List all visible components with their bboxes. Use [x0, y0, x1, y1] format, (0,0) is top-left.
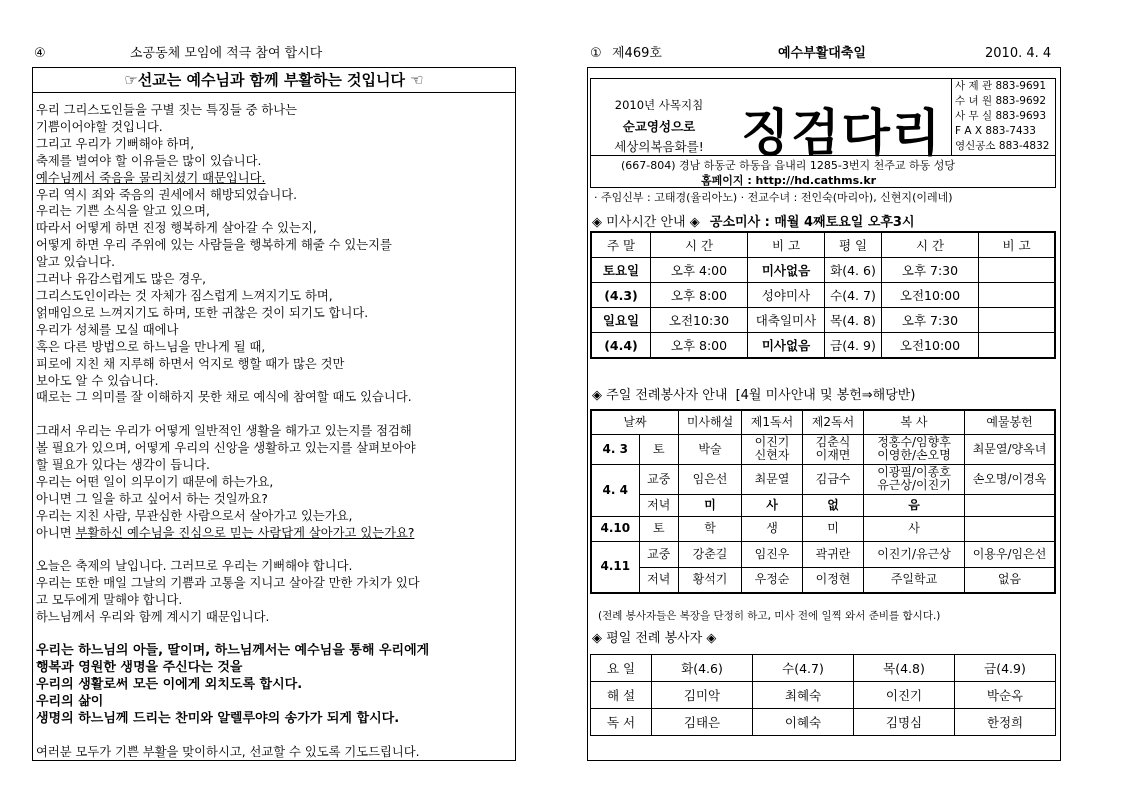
liturgy-row	[591, 494, 1055, 516]
liturgy-cell: 음	[864, 494, 965, 516]
contact-line: 수 녀 원 883-9692	[955, 95, 1046, 107]
mass-time: 오후 8:00	[651, 283, 748, 308]
liturgy-cell: 사	[864, 516, 965, 541]
mass-header: 평 일	[825, 232, 882, 258]
feast-title: 예수부활대축일	[778, 46, 866, 61]
newsletter-logo: 징검다리	[741, 103, 943, 162]
mass-note: 대축일미사	[748, 308, 825, 333]
liturgy-cell: 생	[742, 516, 803, 541]
mass-note: 미사없음	[748, 258, 825, 283]
article-line: 오늘은 축제의 날입니다. 그러므로 우리는 기뻐해야 합니다.	[36, 559, 353, 574]
weekday-time: 오전10:00	[882, 333, 979, 359]
left-page-header: 소공동체 모임에 적극 참여 합시다	[130, 46, 323, 61]
weekday-header-row	[591, 655, 1056, 682]
article-line: 기쁨이어야할 것입니다.	[36, 119, 163, 134]
liturgy-table	[590, 409, 1056, 594]
article-line: 때로는 그 의미를 잘 이해하지 못한 채로 예식에 참여할 때도 있습니다.	[36, 390, 412, 405]
weekday-note	[979, 283, 1056, 308]
liturgy-cell: 없음	[965, 567, 1056, 593]
article-line: 우리는 또한 매일 그날의 기쁨과 고통을 지니고 살아갈 만한 가치가 있다	[36, 576, 420, 591]
liturgy-cell: 손오명/이경옥	[965, 464, 1056, 494]
article-line: 어떻게 하면 우리 주위에 있는 사람들을 행복하게 해줄 수 있는지를	[36, 238, 392, 253]
weekday: 수(4. 7)	[825, 283, 882, 308]
liturgy-cell: 이진기/유근상	[864, 541, 965, 567]
liturgy-header: 예물봉헌	[965, 410, 1056, 434]
liturgy-day: 저녁	[639, 494, 678, 516]
liturgy-cell: 이진기 신현자	[742, 434, 803, 464]
liturgy-row	[591, 516, 1055, 541]
article-line: 혹은 다른 방법으로 하느님을 만나게 될 때,	[36, 339, 266, 354]
right-page-box	[587, 67, 1061, 761]
article-body	[36, 102, 512, 761]
liturgy-cell: 황석기	[679, 567, 742, 593]
article-line: 우리는 하느님의 아들, 딸이며, 하느님께서는 예수님을 통해 우리에게	[36, 642, 430, 658]
article-line: 우리는 어떤 일이 의무이기 때문에 하는가요,	[36, 474, 274, 489]
weekday-note	[979, 333, 1056, 359]
clergy: · 주임신부 : 고태경(율리아노) · 전교수녀 : 전인숙(마리아), 신현지(이레네)	[594, 191, 953, 204]
issue-date: 2010. 4. 4	[985, 46, 1052, 61]
liturgy-header: 제2독서	[803, 410, 864, 434]
article-line: 하느님께서 우리와 함께 계시기 때문입니다.	[36, 610, 270, 625]
weekday-role: 독 서	[591, 709, 652, 736]
mass-note: 미사없음	[748, 333, 825, 359]
article-line: 우리의 생활로써 모든 이에게 외치도록 합시다.	[36, 676, 303, 692]
contact-line: F A X 883-7433	[955, 125, 1036, 137]
liturgy-header: 제1독서	[742, 410, 803, 434]
liturgy-cell: 우정순	[742, 567, 803, 593]
mass-day: (4.3)	[591, 283, 651, 308]
masthead	[590, 78, 1056, 188]
liturgy-cell: 이광필/이종호 유근상/이진기	[864, 464, 965, 494]
contacts	[951, 79, 1059, 155]
weekday-header: 화(4.6)	[652, 655, 753, 682]
liturgy-cell: 김금수	[803, 464, 864, 494]
liturgy-date: 4. 3	[591, 434, 639, 464]
liturgy-cell: 최문열/양옥녀	[965, 434, 1056, 464]
article-line: 얽매임으로 느껴지기도 하며, 또한 귀찮은 것이 되기도 합니다.	[36, 305, 369, 320]
article-line: 볼 필요가 있으며, 어떻게 우리의 신앙을 생활하고 있는지를 살펴보아야	[36, 441, 416, 456]
article-line: 행복과 영원한 생명을 주신다는 것을	[36, 659, 243, 675]
article-line: 우리의 삶이	[36, 693, 104, 709]
weekday: 금(4. 9)	[825, 333, 882, 359]
mass-header: 시 간	[882, 232, 979, 258]
weekday-header: 금(4.9)	[955, 655, 1056, 682]
weekday-cell: 김미악	[652, 682, 753, 709]
directive-year: 2010년 사목지침	[614, 98, 704, 112]
article-line: 우리 그리스도인들을 구별 짓는 특징들 중 하나는	[36, 103, 298, 117]
mass-time: 오후 4:00	[651, 258, 748, 283]
liturgy-date: 4. 4	[591, 464, 639, 516]
article-line: 우리는 지친 사람, 무관심한 사람으로서 살아가고 있는가요,	[36, 508, 353, 523]
article-line: 우리는 기쁜 소식을 알고 있으며,	[36, 204, 210, 219]
liturgy-cell: 강춘길	[679, 541, 742, 567]
liturgy-cell: 없	[803, 494, 864, 516]
liturgy-cell: 박술	[679, 434, 742, 464]
weekday-cell: 김태은	[652, 709, 753, 736]
liturgy-date: 4.10	[591, 516, 639, 541]
issue-number: 제469호	[612, 46, 662, 61]
article-line: 보아도 알 수 있습니다.	[36, 373, 159, 388]
weekday-cell: 김명심	[854, 709, 955, 736]
liturgy-row	[591, 541, 1055, 567]
liturgy-cell: 이용우/임은선	[965, 541, 1056, 567]
homepage: 홈페이지 : http://hd.cathms.kr	[701, 174, 877, 187]
liturgy-cell: 최문열	[742, 464, 803, 494]
article-line: 따라서 어떻게 하면 진정 행복하게 살아갈 수 있는지,	[36, 221, 317, 236]
liturgy-cell: 이정현	[803, 567, 864, 593]
directive-line2: 세상의복음화를!	[614, 139, 704, 154]
mass-day: (4.4)	[591, 333, 651, 359]
mass-header: 시 간	[651, 232, 748, 258]
mass-day: 토요일	[591, 258, 651, 283]
weekday-cell: 한정희	[955, 709, 1056, 736]
left-article-box	[32, 67, 516, 761]
liturgy-row	[591, 567, 1055, 593]
contact-line: 사 무 실 883-9693	[955, 110, 1046, 122]
contact-line: 사 제 관 883-9691	[955, 80, 1046, 92]
article-line: 그리스도인이라는 것 자체가 짐스럽게 느껴지기도 하며,	[36, 288, 333, 303]
liturgy-header: 날짜	[591, 410, 679, 434]
article-line: 여러분 모두가 기쁜 부활을 맞이하시고, 선교할 수 있도록 기도드립니다.	[36, 745, 420, 760]
weekday: 화(4. 6)	[825, 258, 882, 283]
directive-line1: 순교영성으로	[622, 119, 696, 134]
mass-note: 성야미사	[748, 283, 825, 308]
liturgy-cell: 김춘식 이재면	[803, 434, 864, 464]
weekday-cell: 최혜숙	[753, 682, 854, 709]
left-page-number: ④	[34, 46, 46, 61]
weekday-cell: 이진기	[854, 682, 955, 709]
article-line: 생명의 하느님께 드리는 찬미와 알렐루야의 송가가 되게 합시다.	[36, 710, 400, 726]
weekday-cell: 이혜숙	[753, 709, 854, 736]
weekday-note	[979, 258, 1056, 283]
weekday-time: 오후 7:30	[882, 308, 979, 333]
mass-section-note: 공소미사 : 매월 4째토요일 오후3시	[709, 215, 915, 230]
article-line: 그러나 유감스럽게도 많은 경우,	[36, 272, 207, 287]
weekday-row	[591, 709, 1056, 736]
right-page-number: ①	[590, 46, 602, 61]
article-line: 할 필요가 있다는 생각이 듭니다.	[36, 458, 210, 473]
weekday-time: 오전10:00	[882, 283, 979, 308]
article-line: 예수님께서 죽음을 물리치셨기 때문입니다.	[36, 170, 266, 185]
liturgy-cell: 학	[679, 516, 742, 541]
liturgy-row	[591, 464, 1055, 494]
mass-header: 주 말	[591, 232, 651, 258]
liturgy-cell: 미	[803, 516, 864, 541]
mass-row	[591, 333, 1055, 359]
liturgy-row	[591, 434, 1055, 464]
mass-section-title: ◈ 미사시간 안내 ◈	[592, 215, 700, 230]
liturgy-day: 토	[639, 434, 678, 464]
liturgy-day: 저녁	[639, 567, 678, 593]
mass-header-row	[591, 232, 1055, 258]
article-line: 알고 있습니다.	[36, 255, 116, 270]
weekday: 목(4. 8)	[825, 308, 882, 333]
liturgy-cell: 주일학교	[864, 567, 965, 593]
mass-row	[591, 283, 1055, 308]
article-line: 아니면 그 일을 하고 싶어서 하는 것일까요?	[36, 491, 268, 506]
liturgy-section-title: ◈ 주일 전례봉사자 안내	[592, 388, 728, 403]
liturgy-header-row	[591, 410, 1055, 434]
address: (667-804) 경남 하동군 하동읍 읍내리 1285-3번지 천주교 하동 성당	[621, 159, 955, 172]
liturgy-cell: 임진우	[742, 541, 803, 567]
mass-row	[591, 308, 1055, 333]
liturgy-section-heading	[592, 384, 915, 403]
weekday-cell: 박순옥	[955, 682, 1056, 709]
liturgy-cell: 미	[679, 494, 742, 516]
liturgy-cell: 사	[742, 494, 803, 516]
weekday-role: 해 설	[591, 682, 652, 709]
liturgy-day: 토	[639, 516, 678, 541]
weekday-row	[591, 682, 1056, 709]
mass-header: 비 고	[748, 232, 825, 258]
mass-day: 일요일	[591, 308, 651, 333]
mass-header: 비 고	[979, 232, 1056, 258]
weekday-header: 수(4.7)	[753, 655, 854, 682]
liturgy-cell	[965, 494, 1056, 516]
weekday-header: 목(4.8)	[854, 655, 955, 682]
weekday-header: 요 일	[591, 655, 652, 682]
article-line: 그리고 우리가 기뻐해야 하며,	[36, 136, 195, 151]
liturgy-day: 교중	[639, 464, 678, 494]
liturgy-footnote: (전례 봉사자들은 복장을 단정히 하고, 미사 전에 일찍 와서 준비를 합시다.)	[598, 610, 941, 622]
liturgy-cell: 정홍수/임향후 이영한/손오명	[864, 434, 965, 464]
liturgy-date: 4.11	[591, 541, 639, 593]
liturgy-cell: 임은선	[679, 464, 742, 494]
article-line: 고 모두에게 말해야 합니다.	[36, 593, 183, 608]
liturgy-section-note: [4월 미사안내 및 봉헌⇒해당반)	[735, 388, 916, 403]
article-line: 우리가 성체를 모실 때에나	[36, 322, 179, 337]
liturgy-day: 교중	[639, 541, 678, 567]
liturgy-cell: 곽귀란	[803, 541, 864, 567]
article-line: 아니면 부활하신 예수님을 진심으로 믿는 사람답게 살아가고 있는가요?	[36, 525, 415, 540]
pastoral-directive	[599, 85, 719, 154]
liturgy-header: 복 사	[864, 410, 965, 434]
liturgy-cell	[965, 516, 1056, 541]
weekday-time: 오후 7:30	[882, 258, 979, 283]
weekday-note	[979, 308, 1056, 333]
mass-table	[590, 231, 1056, 359]
article-line: 피로에 지친 채 지루해 하면서 억지로 행할 때가 많은 것만	[36, 356, 345, 371]
mass-section-heading	[592, 211, 915, 230]
weekday-table	[590, 654, 1056, 736]
article-line: 그래서 우리는 우리가 어떻게 일반적인 생활을 해가고 있는지를 점검해	[36, 424, 412, 439]
mass-time: 오후 8:00	[651, 333, 748, 359]
article-line: 축제를 벌여야 할 이유들은 많이 있습니다.	[36, 153, 262, 168]
article-line: 우리 역시 죄와 죽음의 권세에서 해방되었습니다.	[36, 187, 298, 202]
mass-row	[591, 258, 1055, 283]
weekday-section-title: ◈ 평일 전례 봉사자 ◈	[592, 631, 717, 646]
article-title: ☞선교는 예수님과 함께 부활하는 것입니다 ☜	[33, 68, 515, 93]
contact-line: 영신공소 883-4832	[955, 140, 1050, 152]
liturgy-header: 미사해설	[679, 410, 742, 434]
mass-time: 오전10:30	[651, 308, 748, 333]
